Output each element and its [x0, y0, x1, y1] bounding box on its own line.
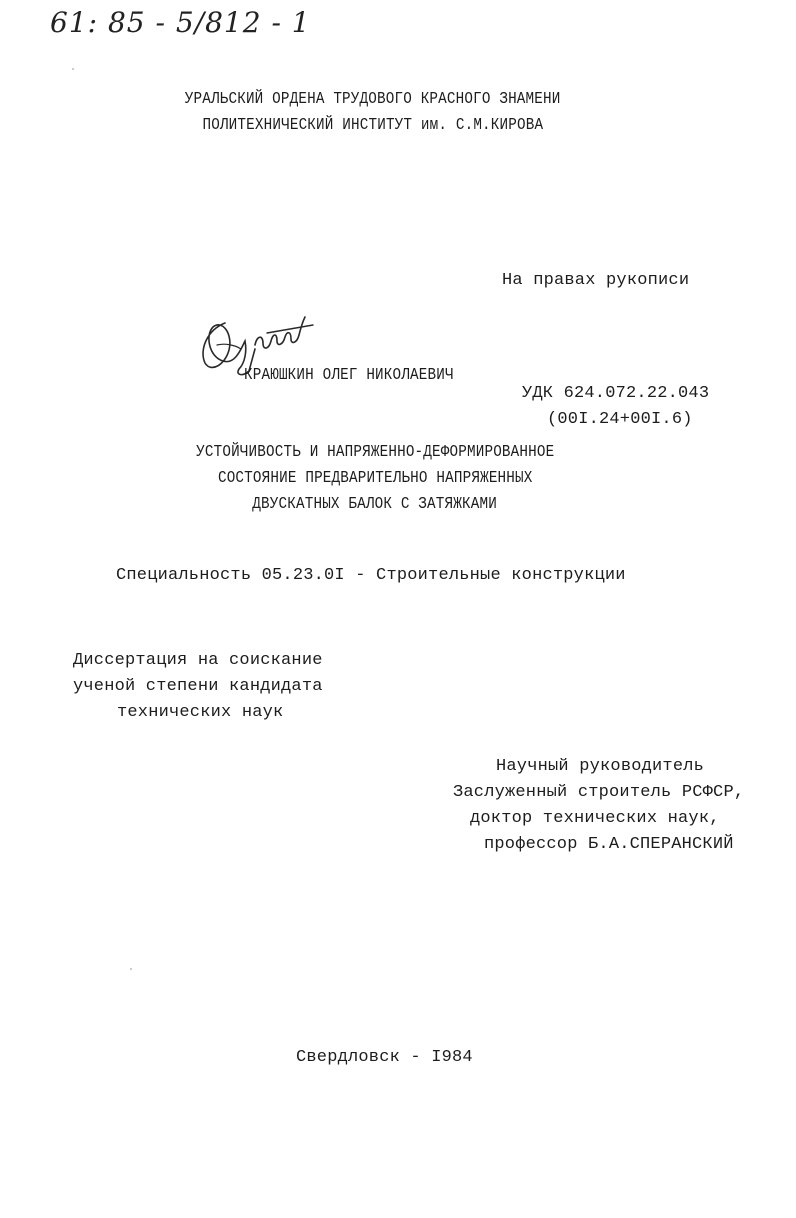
title-line-3: ДВУСКАТНЫХ БАЛОК С ЗАТЯЖКАМИ	[252, 495, 498, 514]
place-year: Свердловск - I984	[296, 1048, 473, 1067]
supervisor-line-2: Заслуженный строитель РСФСР,	[453, 783, 745, 802]
supervisor-line-4: профессор Б.А.СПЕРАНСКИЙ	[484, 835, 734, 854]
archive-number: 61: 85 - 5/812 - 1	[50, 6, 311, 39]
author-name: КРАЮШКИН ОЛЕГ НИКОЛАЕВИЧ	[244, 366, 454, 385]
dissertation-line-1: Диссертация на соискание	[73, 651, 323, 670]
specialty: Специальность 05.23.0I - Строительные конструкции	[116, 566, 626, 585]
rights-note: На правах рукописи	[502, 271, 690, 290]
supervisor-line-1: Научный руководитель	[496, 757, 705, 776]
institute-heading	[100, 87, 645, 139]
udc-subcode: (00I.24+00I.6)	[547, 410, 693, 429]
dissertation-line-3: технических наук	[117, 703, 284, 722]
scan-speck	[130, 968, 132, 970]
institute-line-1: УРАЛЬСКИЙ ОРДЕНА ТРУДОВОГО КРАСНОГО ЗНАМЕНИ	[184, 90, 561, 109]
dissertation-line-2: ученой степени кандидата	[73, 677, 323, 696]
supervisor-line-3: доктор технических наук,	[470, 809, 720, 828]
udc-code: УДК 624.072.22.043	[522, 384, 710, 403]
title-line-2: СОСТОЯНИЕ ПРЕДВАРИТЕЛЬНО НАПРЯЖЕННЫХ	[217, 469, 533, 488]
institute-line-2: ПОЛИТЕХНИЧЕСКИЙ ИНСТИТУТ им. С.М.КИРОВА	[202, 116, 543, 135]
dissertation-title	[110, 440, 640, 518]
title-line-1: УСТОЙЧИВОСТЬ И НАПРЯЖЕННО-ДЕФОРМИРОВАННОЕ	[195, 443, 555, 462]
scan-speck	[72, 68, 74, 70]
